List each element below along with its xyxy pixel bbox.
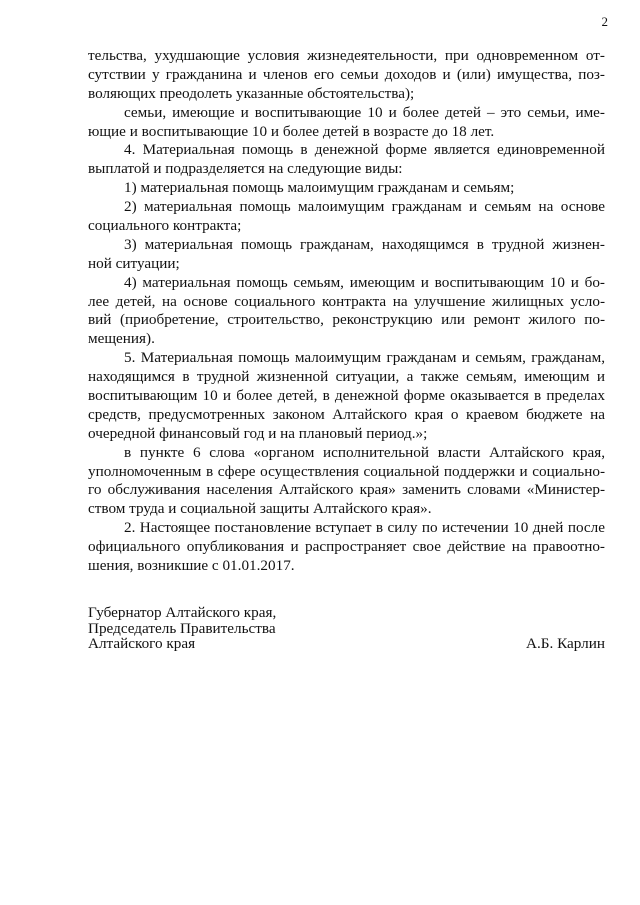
text-line: 4. Материальная помощь в денежной форме является единовременной (124, 141, 605, 159)
text-line: выплатой и подразделяется на следующие виды: (88, 160, 403, 178)
text-line: вий (приобретение, строительство, реконструкцию или ремонт жилого по- (88, 311, 605, 329)
text-line: го обслуживания населения Алтайского края» заменить словами «Министер- (88, 481, 605, 499)
page-number: 2 (601, 14, 608, 29)
document-body (88, 47, 605, 576)
text-line: сутствии у гражданина и членов его семьи доходов и (или) имущества, поз- (88, 65, 605, 83)
signer-name: А.Б. Карлин (526, 635, 605, 652)
text-line: находящимся в трудной жизненной ситуации, а также семьям, имеющим и (88, 368, 605, 386)
signer-title-line-1: Губернатор Алтайского края, (88, 604, 277, 621)
signer-title-line-3: Алтайского края (88, 635, 196, 652)
text-line: 4) материальная помощь семьям, имеющим и воспитывающим 10 и бо- (124, 273, 605, 291)
text-line: тельства, ухудшающие условия жизнедеятельности, при одновременном от- (88, 47, 605, 64)
signer-title-line-2: Председатель Правительства (88, 619, 276, 637)
text-line: 5. Материальная помощь малоимущим гражданам и семьям, гражданам, (124, 349, 605, 367)
text-line: ной ситуации; (88, 254, 180, 272)
text-line: шения, возникшие с 01.01.2017. (88, 557, 295, 575)
text-line: воспитывающим 10 и более детей, в денежной форме оказывается в пределах (88, 387, 605, 405)
text-line: в пункте 6 слова «органом исполнительной власти Алтайского края, (124, 443, 605, 461)
text-line: официального опубликования и распространяет свое действие на правоотно- (88, 538, 605, 556)
text-line: мещения). (88, 330, 155, 348)
text-line: лее детей, на основе социального контракта на улучшение жилищных усло- (88, 292, 605, 310)
text-line: уполномоченным в сфере осуществления социальной поддержки и социально- (88, 462, 605, 480)
text-line: средств, предусмотренных законом Алтайского края о краевом бюджете на (88, 405, 605, 423)
text-line: ющие и воспитывающие 10 и более детей в возрасте до 18 лет. (88, 122, 495, 140)
text-line: 1) материальная помощь малоимущим гражданам и семьям; (124, 179, 515, 197)
text-line: очередной финансовый год и на плановый период.»; (88, 424, 428, 442)
text-line: семьи, имеющие и воспитывающие 10 и более детей – это семьи, име- (124, 103, 605, 121)
text-line: 3) материальная помощь гражданам, находящимся в трудной жизнен- (124, 235, 605, 253)
text-line: воляющих преодолеть указанные обстоятельства); (88, 84, 415, 102)
signature-block (88, 605, 605, 652)
text-line: ством труда и социальной защиты Алтайского края». (88, 500, 432, 518)
text-line: социального контракта; (88, 217, 242, 235)
text-line: 2. Настоящее постановление вступает в силу по истечении 10 дней после (124, 519, 605, 537)
text-line: 2) материальная помощь малоимущим гражданам и семьям на основе (124, 198, 605, 216)
